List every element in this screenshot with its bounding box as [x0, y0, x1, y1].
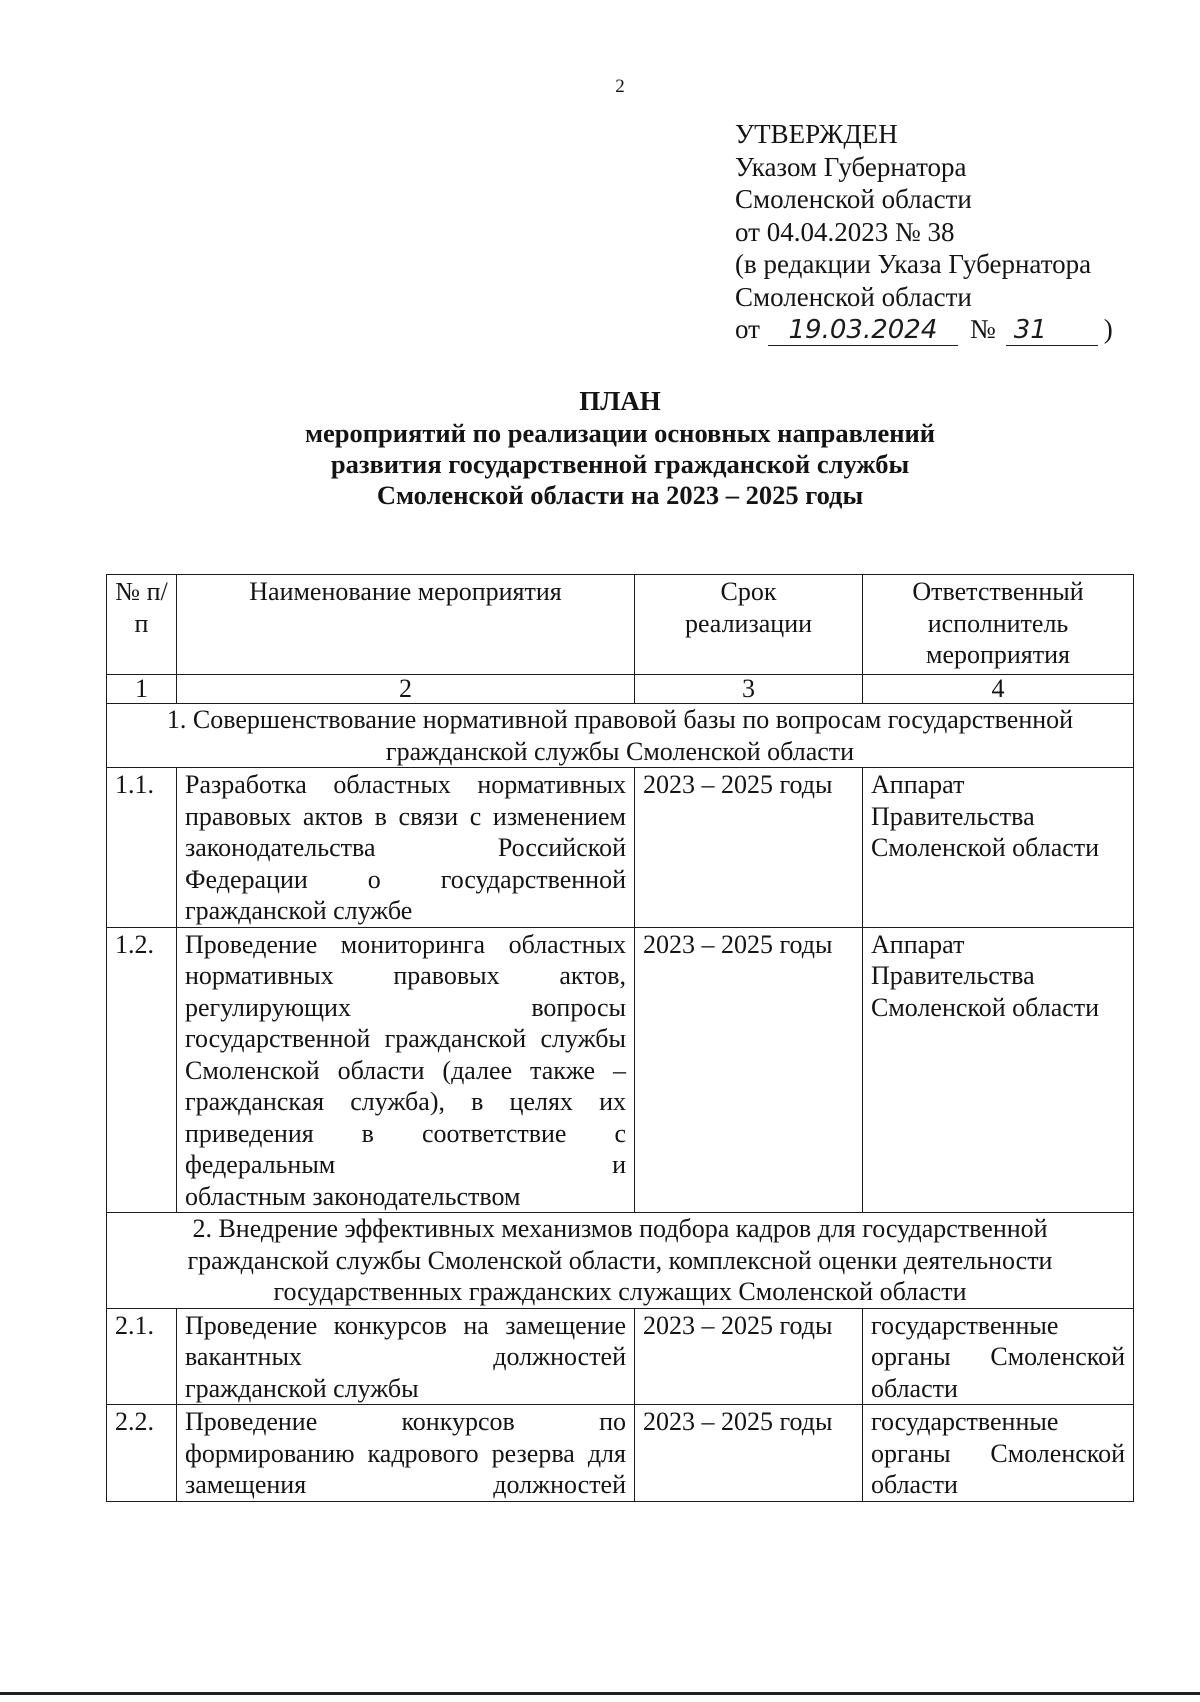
row-term: 2023 – 2025 годы	[635, 927, 863, 1213]
title-line: Смоленской области на 2023 – 2025 годы	[376, 480, 864, 510]
row-number: 2.2.	[107, 1405, 177, 1502]
handwritten-date: 19.03.2024	[768, 315, 958, 346]
approval-line: от 04.04.2023 № 38	[735, 216, 955, 247]
approval-stamp-block	[735, 118, 1135, 346]
approval-line: Указом Губернатора	[735, 151, 967, 182]
close-paren: )	[1103, 314, 1113, 344]
row-number: 1.2.	[107, 927, 177, 1213]
table-row	[107, 927, 1134, 1213]
table-header-row	[107, 575, 1134, 675]
title-main: ПЛАН	[579, 386, 661, 416]
page-bottom-rule	[0, 1692, 1200, 1695]
approval-signature-line	[735, 313, 1135, 346]
handwritten-number: 31	[1006, 315, 1098, 346]
table-row	[107, 1405, 1134, 1502]
row-executor: государственные органы Смоленской области	[863, 1405, 1134, 1502]
row-number: 1.1.	[107, 768, 177, 928]
header-cell-executor: Ответственный исполнитель мероприятия	[863, 575, 1134, 675]
table-row	[107, 1308, 1134, 1405]
number-label: №	[969, 314, 996, 344]
row-executor: Аппарат Правительства Смоленской области	[863, 768, 1134, 928]
row-executor: Аппарат Правительства Смоленской области	[863, 927, 1134, 1213]
row-term: 2023 – 2025 годы	[635, 1308, 863, 1405]
column-number: 4	[863, 675, 1134, 704]
row-term: 2023 – 2025 годы	[635, 768, 863, 928]
header-cell-term: Срок реализации	[635, 575, 863, 675]
table-row	[107, 768, 1134, 928]
row-executor: государственные органы Смоленской области	[863, 1308, 1134, 1405]
section-heading: 2. Внедрение эффективных механизмов подбора кадров для государственной гражданской службы Смоленской области, комплексной оценки деятельности государственных гражданских служащих Смоленской области	[107, 1213, 1134, 1309]
section-row	[107, 1213, 1134, 1309]
section-heading: 1. Совершенствование нормативной правовой базы по вопросам государственной гражданской службы Смоленской области	[107, 704, 1134, 768]
row-term: 2023 – 2025 годы	[635, 1405, 863, 1502]
approval-line: (в редакции Указа Губернатора	[735, 249, 1092, 279]
section-row	[107, 704, 1134, 768]
title-line: развития государственной гражданской службы	[330, 449, 910, 479]
column-number: 2	[177, 675, 635, 704]
approval-line: Смоленской области	[735, 184, 972, 214]
title-line: мероприятий по реализации основных направлений	[304, 418, 936, 448]
row-name: Проведение конкурсов на замещение вакантных должностей гражданской службы	[177, 1308, 635, 1405]
document-title	[240, 386, 1000, 511]
from-label: от	[735, 314, 760, 344]
row-name: Разработка областных нормативных правовых актов в связи с изменением законодательства Российской Федерации о государственной гражданской службе	[177, 768, 635, 928]
approval-heading: УТВЕРЖДЕН	[735, 119, 898, 149]
page-number: 2	[615, 76, 625, 97]
header-cell-name: Наименование мероприятия	[177, 575, 635, 675]
row-name: Проведение мониторинга областных нормативных правовых актов, регулирующих вопросы государственной гражданской службы Смоленской области (далее также – гражданская служба), в целях их приведения в соответствие с федеральным и областным законодательством	[177, 927, 635, 1213]
column-number: 1	[107, 675, 177, 704]
row-number: 2.1.	[107, 1308, 177, 1405]
approval-line: Смоленской области	[735, 281, 972, 312]
header-cell-number: № п/п	[107, 575, 177, 675]
column-number-row	[107, 675, 1134, 704]
plan-table	[106, 574, 1134, 1502]
row-name: Проведение конкурсов по формированию кадрового резерва для замещения должностей	[177, 1405, 635, 1502]
column-number: 3	[635, 675, 863, 704]
